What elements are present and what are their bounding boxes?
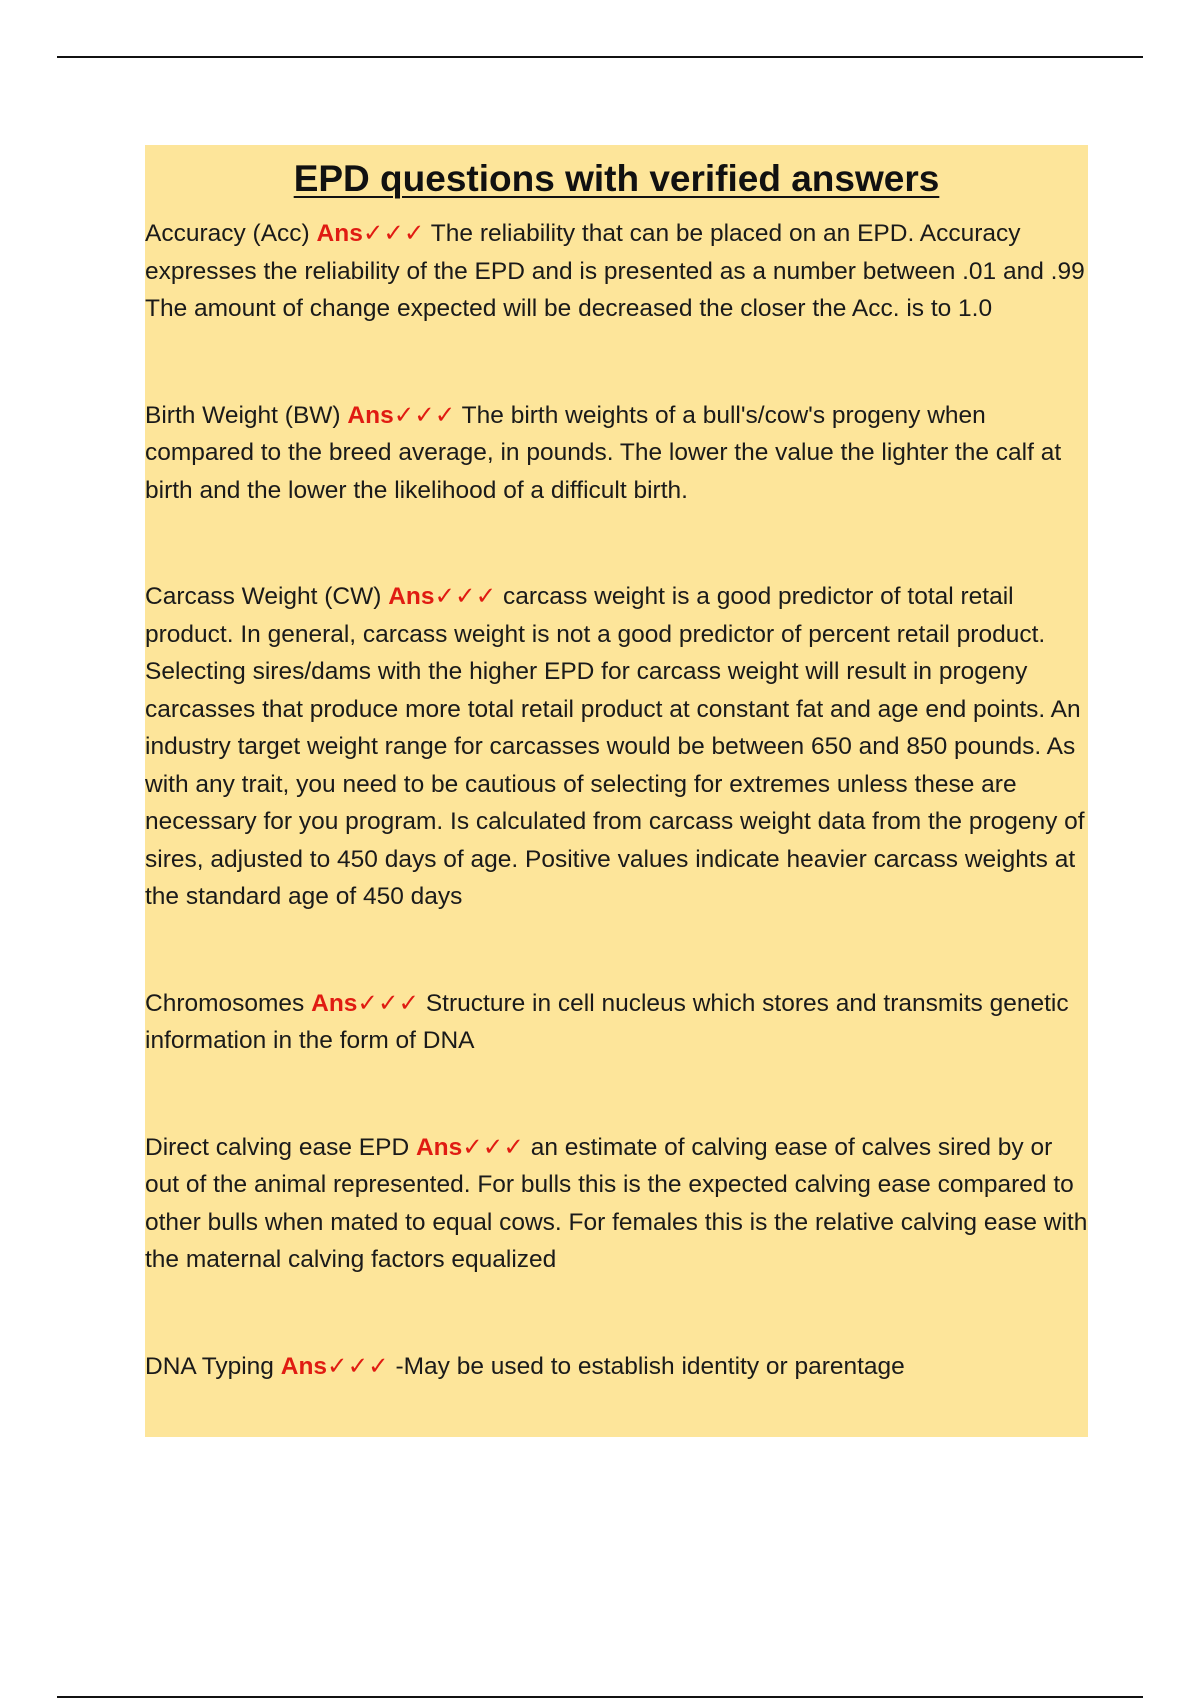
qa-entry-birth-weight xyxy=(145,397,1088,510)
qa-entry-chromosomes xyxy=(145,985,1088,1060)
check-marks-icon: ✓✓✓ xyxy=(357,989,420,1017)
qa-term: Direct calving ease EPD xyxy=(145,1133,410,1161)
qa-term: DNA Typing xyxy=(145,1352,274,1380)
qa-answer: The reliability that can be placed on an EPD. Accuracy expresses the reliability of the EPD and is presented as a number between .01 and .99 The amount of change expected will be decreased the closer the Acc. is to 1.0 xyxy=(145,220,1085,322)
document-title: EPD questions with verified answers xyxy=(293,158,940,199)
answer-marker: Ans xyxy=(316,220,363,247)
qa-answer: an estimate of calving ease of calves sired by or out of the animal represented. For bulls this is the expected calving ease compared to other bulls when mated to equal cows. For females this is the relative calving ease with the maternal calving factors equalized xyxy=(145,1133,1088,1273)
qa-term: Accuracy (Acc) xyxy=(145,220,310,247)
qa-list xyxy=(145,215,1088,1385)
qa-answer: Structure in cell nucleus which stores and transmits genetic information in the form of DNA xyxy=(145,989,1069,1054)
qa-answer: -May be used to establish identity or parentage xyxy=(395,1352,905,1380)
answer-marker: Ans xyxy=(311,989,358,1017)
qa-entry-accuracy xyxy=(145,215,1088,328)
qa-answer: carcass weight is a good predictor of total retail product. In general, carcass weight is not a good predictor of percent retail product. Selecting sires/dams with the higher EPD for carcass weight will result in progeny carcasses that produce more total retail product at constant fat and age end points. An industry target weight range for carcasses would be between 650 and 850 pounds. As with any trait, you need to be cautious of selecting for extremes unless these are necessary for you program. Is calculated from carcass weight data from the progeny of sires, adjusted to 450 days of age. Positive values indicate heavier carcass weights at the standard age of 450 days xyxy=(145,583,1085,910)
bottom-rule xyxy=(57,1696,1143,1698)
check-marks-icon: ✓✓✓ xyxy=(393,401,456,429)
check-marks-icon: ✓✓✓ xyxy=(362,220,425,247)
qa-entry-carcass-weight xyxy=(145,578,1088,916)
qa-term: Birth Weight (BW) xyxy=(145,401,341,429)
qa-term: Chromosomes xyxy=(145,989,305,1017)
qa-entry-dna-typing xyxy=(145,1348,1088,1386)
check-marks-icon: ✓✓✓ xyxy=(434,583,497,610)
answer-marker: Ans xyxy=(415,1133,463,1161)
check-marks-icon: ✓✓✓ xyxy=(462,1133,524,1161)
check-marks-icon: ✓✓✓ xyxy=(327,1352,389,1380)
qa-term: Carcass Weight (CW) xyxy=(145,583,382,610)
top-rule xyxy=(57,56,1143,58)
answer-marker: Ans xyxy=(347,401,394,429)
qa-entry-direct-calving-ease xyxy=(145,1129,1088,1279)
highlighted-content-box xyxy=(145,145,1088,1437)
qa-answer: The birth weights of a bull's/cow's progeny when compared to the breed average, in pounds. The lower the value the lighter the calf at birth and the lower the likelihood of a difficult birth. xyxy=(145,401,1062,504)
answer-marker: Ans xyxy=(388,583,435,610)
answer-marker: Ans xyxy=(280,1352,328,1380)
